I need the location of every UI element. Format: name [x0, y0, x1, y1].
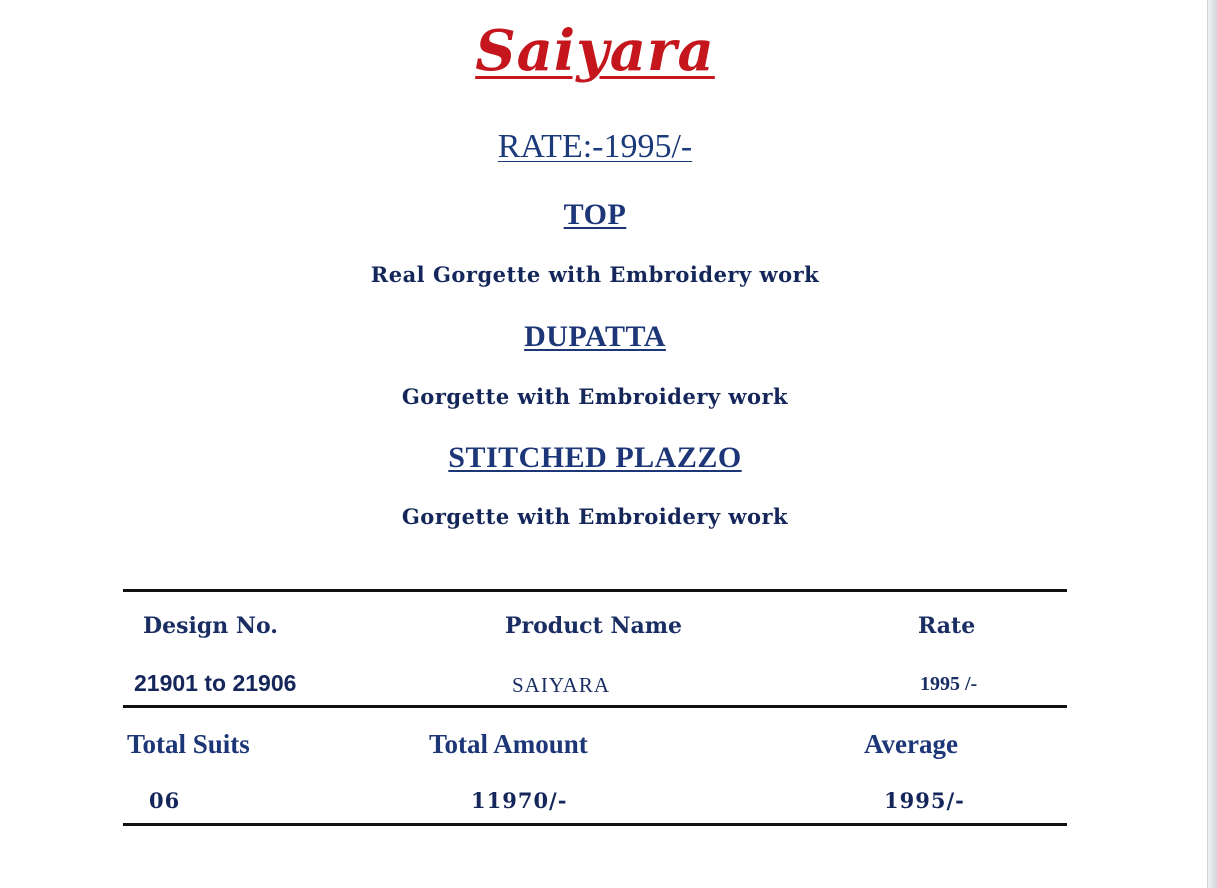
brand-title: Saiyara [475, 18, 715, 84]
section-heading-top: TOP [563, 198, 627, 231]
design-no-value: 21901 to 21906 [134, 670, 297, 696]
table-bottom-rule [123, 823, 1067, 826]
section-desc-dupatta: Gorgette with Embroidery work [401, 384, 789, 409]
total-suits-value: 06 [149, 788, 181, 813]
header-design-no: Design No. [143, 613, 278, 639]
header-total-suits: Total Suits [127, 729, 250, 759]
header-rate: Rate [918, 613, 976, 639]
rate-line: RATE:-1995/- [497, 128, 693, 165]
average-value: 1995/- [884, 788, 965, 813]
page-edge-shadow [1207, 0, 1217, 888]
section-desc-plazzo: Gorgette with Embroidery work [401, 504, 789, 529]
rate-value: 1995 /- [920, 673, 978, 695]
header-product-name: Product Name [505, 613, 683, 639]
section-heading-plazzo: STITCHED PLAZZO [448, 441, 742, 474]
header-average: Average [864, 729, 958, 759]
table-middle-rule [123, 705, 1067, 708]
section-heading-dupatta: DUPATTA [524, 320, 666, 353]
total-amount-value: 11970/- [471, 788, 568, 813]
product-name-value: SAIYARA [512, 673, 611, 697]
header-total-amount: Total Amount [429, 729, 588, 759]
table-top-rule [123, 589, 1067, 592]
section-desc-top: Real Gorgette with Embroidery work [370, 262, 820, 287]
